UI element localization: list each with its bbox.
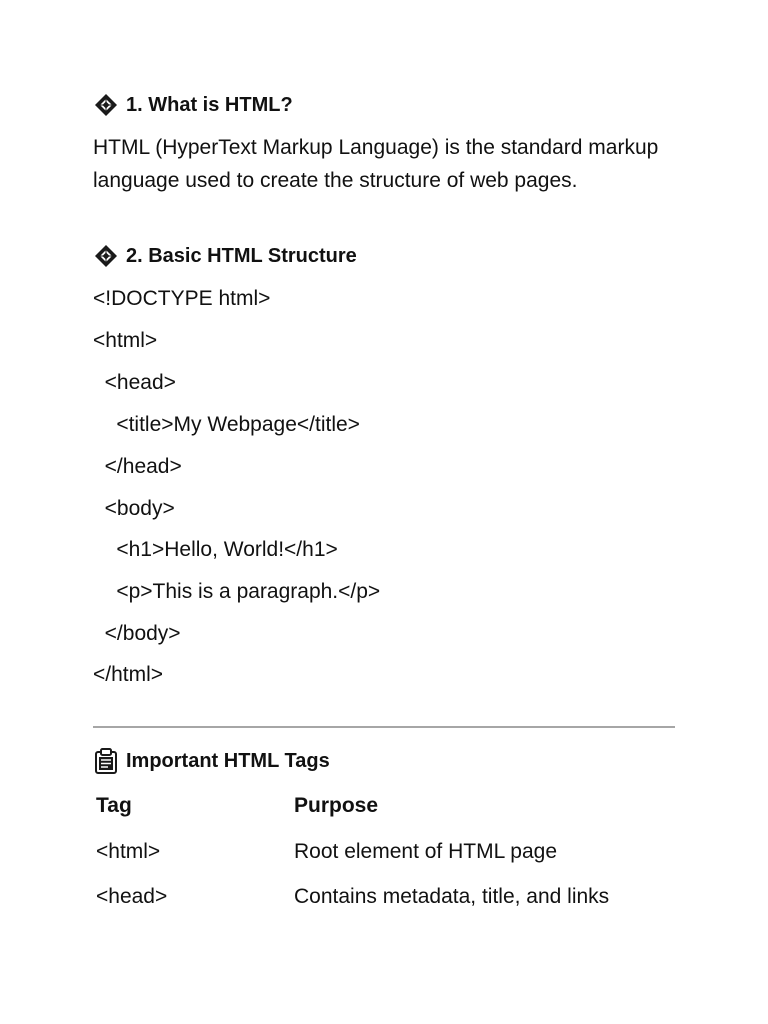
- code-line: </html>: [93, 663, 164, 686]
- section-title: 1. What is HTML?: [126, 94, 293, 116]
- code-line: <p>This is a paragraph.</p>: [93, 580, 381, 603]
- section-title: 2. Basic HTML Structure: [126, 245, 357, 267]
- horizontal-divider: [93, 726, 675, 728]
- table-header-purpose: Purpose: [294, 794, 379, 817]
- section-title: Important HTML Tags: [126, 750, 330, 772]
- table-header-tag: Tag: [96, 794, 132, 817]
- code-line: </body>: [93, 622, 181, 645]
- diamond-icon: [94, 244, 118, 268]
- table-cell-tag: <html>: [96, 840, 161, 863]
- section-heading-basic-structure: [94, 244, 357, 268]
- diamond-icon: [94, 93, 118, 117]
- clipboard-icon: [94, 748, 118, 774]
- section-paragraph: HTML (HyperText Markup Language) is the standard markup language used to create the structure of web pages.: [93, 136, 659, 192]
- code-line: <body>: [93, 497, 175, 520]
- table-cell-purpose: Root element of HTML page: [294, 840, 558, 863]
- code-line: <!DOCTYPE html>: [93, 287, 271, 310]
- section-heading-what-is-html: [94, 93, 293, 117]
- code-line: <head>: [93, 371, 176, 394]
- code-line: <html>: [93, 329, 158, 352]
- section-heading-important-tags: [94, 748, 330, 774]
- code-line: <title>My Webpage</title>: [93, 413, 360, 436]
- table-cell-purpose: Contains metadata, title, and links: [294, 885, 610, 908]
- code-line: <h1>Hello, World!</h1>: [93, 538, 338, 561]
- table-cell-tag: <head>: [96, 885, 168, 908]
- code-line: </head>: [93, 455, 182, 478]
